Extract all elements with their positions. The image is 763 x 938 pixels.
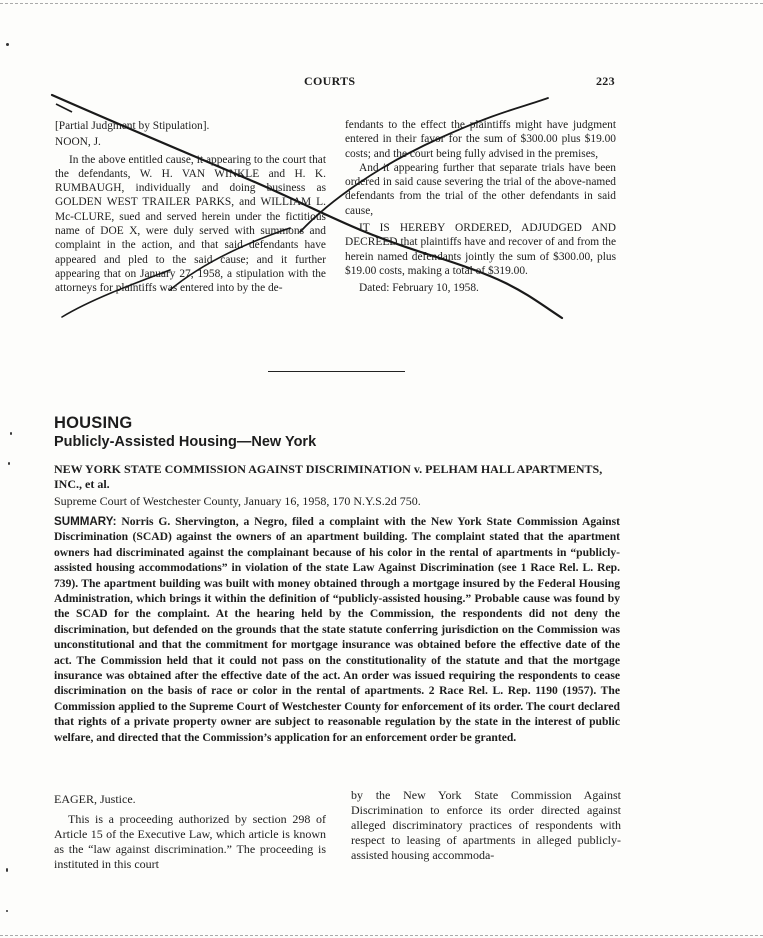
summary-label: SUMMARY: [54, 515, 117, 528]
prior-case-left-body: In the above entitled cause, it appearing to the court that the defendants, W. H. VAN WINKLE and H. K. RUMBAUGH, individually and doing business as GOLDEN WEST TRAILER PARKS, and WILLIAM L. Mc-CLURE, sued and served herein under the fictitious name of DOE X, were duly served with summons and complaint in the action, and that said defendants have appeared and pled to the said cause; and it further appearing that on January 27, 1958, a stipulation with the attorneys for plaintiffs was entered into by the de- [55, 153, 326, 295]
case-citation: Supreme Court of Westchester County, January 16, 1958, 170 N.Y.S.2d 750. [54, 494, 421, 508]
case-summary [54, 514, 620, 745]
opinion-left-body: This is a proceeding authorized by section 298 of Article 15 of the Executive Law, which article is known as the “law against discrimination.” The proceeding is instituted in this court [54, 812, 326, 871]
prior-case-right-para2: And it appearing further that separate trials have been ordered in said cause severing the trial of the above-named defendants from the trial of the other defendants in said cause, [345, 161, 616, 217]
prior-case-order: IT IS HEREBY ORDERED, ADJUDGED AND DECREED that plaintiffs have and recover of and from the herein named defendants jointly the sum of $300.00, plus $19.00 costs, making a total of $319.00. [345, 222, 616, 277]
opinion-left-column [54, 792, 326, 872]
opinion-right-body: by the New York State Commission Against Discrimination to enforce its order directed against alleged discriminatory practices of respondents with respect to leasing of apartments in alleged publicly-assisted housing accommoda- [351, 788, 621, 862]
case-caption: NEW YORK STATE COMMISSION AGAINST DISCRIMINATION v. PELHAM HALL APARTMENTS, INC., et al. [54, 462, 603, 491]
opinion-judge: EAGER, Justice. [54, 792, 136, 806]
scan-edge-bottom [0, 935, 763, 937]
summary-text: Norris G. Shervington, a Negro, filed a complaint with the New York State Commission Against Discrimination (SCAD) against the owners of an apartment building. The complaint stated that the apartment owners had discriminated against the complainant because of his color in the rental of apartments in “publicly-assisted housing accommodations” in violation of the state Law Against Discrimination (see 1 Race Rel. L. Rep. 739). The apartment building was built with money obtained through a mortgage insured by the Federal Housing Administration, which brings it within the definition of “publicly-assisted housing.” Probable cause was found by the SCAD for the complaint. At the hearing held by the Commission, the respondents did not deny the discrimination, but defended on the grounds that the state statute conferring jurisdiction on the Commission was unconstitutional and that the commitment for mortgage insurance was obtained before the effective date of the act. The Commission held that it could not pass on the constitutionality of the statute and that the mortgage insurance was obtained after the effective date of the act. An order was issued requiring the respondents to cease discrimination on the basis of race or color in the rental of apartments. 2 Race Rel. L. Rep. 1190 (1957). The Commission applied to the Supreme Court of Westchester County for enforcement of its order. The court declared that rights of a private property owner are subject to reasonable regulation by the state in the interest of public welfare, and directed that the Commission’s application for an enforcement order be granted. [54, 515, 620, 744]
page-number: 223 [596, 74, 615, 88]
prior-case-dated: Dated: February 10, 1958. [359, 282, 479, 295]
running-head: COURTS [304, 74, 356, 88]
prior-case-judge: NOON, J. [55, 136, 101, 149]
subsection-title: Publicly-Assisted Housing—New York [54, 434, 317, 450]
prior-case-right-para1: fendants to the effect the plaintiffs might have judgment entered in their favor for the sum of $300.00 plus $19.00 costs; and the court being fully advised in the premises, [345, 119, 616, 160]
section-title: HOUSING [54, 414, 133, 432]
section-divider [268, 371, 405, 372]
opinion-right-column [351, 788, 621, 863]
prior-case-heading: [Partial Judgment by Stipulation]. [55, 120, 210, 132]
